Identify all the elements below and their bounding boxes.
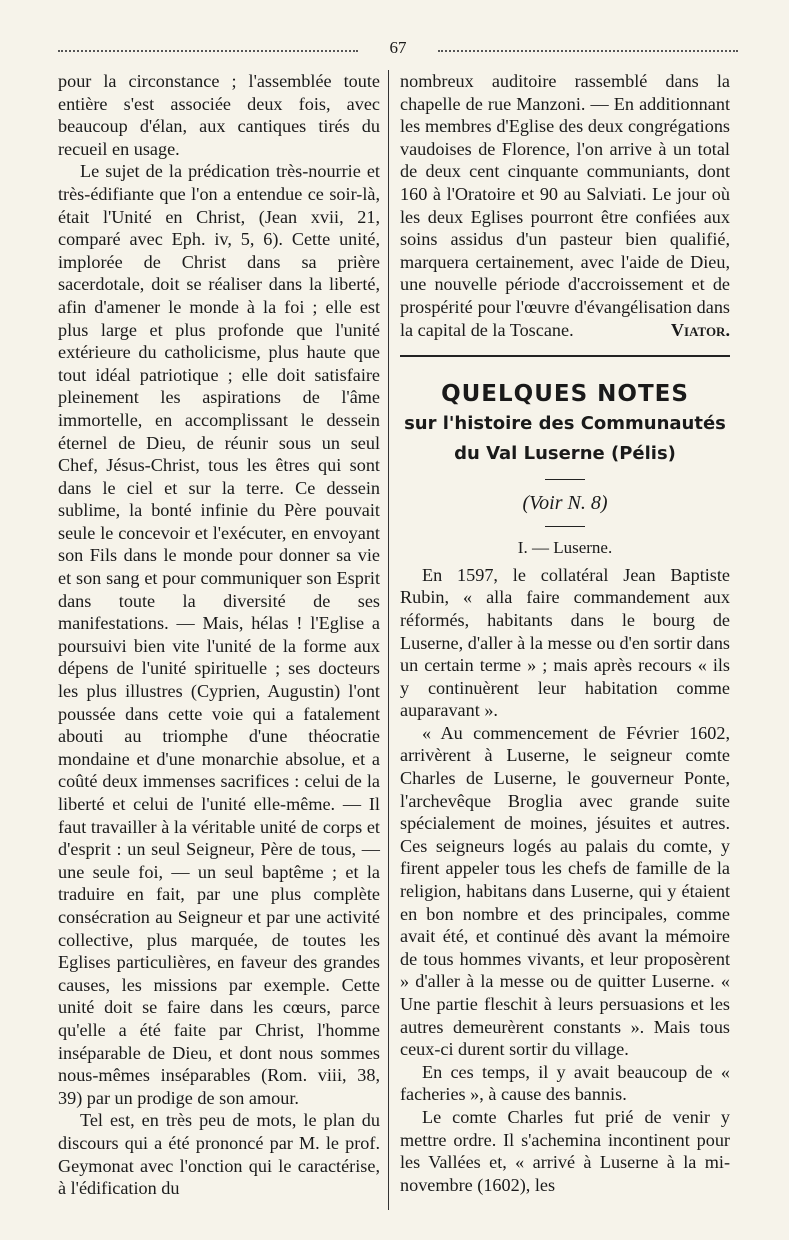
paragraph: pour la circonstance ; l'assemblée toute entière s'est associée deux fois, avec beaucoup d'élan, aux cantiques tirés du recueil en usage. — [58, 71, 380, 159]
paragraph: Tel est, en très peu de mots, le plan du discours qui a été prononcé par M. le prof. Geymonat avec l'onction qui le caractérise, à l'édification du — [58, 1110, 380, 1199]
divider — [545, 526, 585, 527]
section-rule — [400, 355, 730, 357]
section-heading: I. — Luserne. — [517, 538, 613, 558]
header-ornament-right — [438, 50, 738, 52]
page-header — [58, 38, 738, 62]
right-column — [400, 70, 730, 1196]
article-subtitle: sur l'histoire des Communautés — [404, 413, 726, 435]
signature: Viator. — [670, 319, 730, 340]
paragraph: Le comte Charles fut prié de venir y mettre ordre. Il s'achemina incontinent pour les Vallées et, « arrivé à Luserne à la mi-novembre (1602), les — [400, 1106, 730, 1195]
paragraph — [400, 70, 730, 341]
paragraph: En 1597, le collatéral Jean Baptiste Rubin, « alla faire commandement aux réformés, habitants dans le bourg de Luserne, d'aller à la messe ou d'en sortir dans un certain terme » ; mais après recours « ils y continuèrent leur habitation comme auparavant ». — [400, 564, 730, 721]
paragraph: Le sujet de la prédication très-nourrie et très-édifiante que l'on a entendue ce soir-là, était l'Unité en Christ, (Jean xvii, 21, comparé avec Eph. iv, 5, 6). Cette unité, implorée de Christ dans sa prière sacerdotale, doit se réaliser dans la liberté, afin d'amener le monde à la foi ; elle est plus large et plus profonde que l'unité extérieure du catholicisme, plus haute que tout idéal patriotique ; elle doit satisfaire pleinement les aspirations de l'âme immortelle, en accomplissant le dessein éternel de Dieu, de réunir sous un seul Chef, Jésus-Christ, tous les êtres qui sont dans le ciel et sur la terre. Ce dessein sublime, la bonté infinie du Père pouvait seule le concevoir et l'exécuter, en envoyant son Fils dans le monde pour donner sa vie et son sang et pour communiquer son Esprit dans toute la diversité de ses manifestations. — Mais, hélas ! l'Eglise a poursuivi bien vite l'unité de la forme aux dépens de l'unité spirituelle ; ses docteurs les plus illustres (Cyprien, Augustin) l'ont poussée dans cette voie qui a fatalement abouti au triomphe d'une théocratie mondaine et d'une monarchie absolue, et a coûté deux immenses sacrifices : celui de la liberté et celui de l'unité elle-même. — Il faut travailler à la véritable unité de corps et d'esprit : un seul Seigneur, Père de tous, — une seule foi, — un seul baptême ; et la traduire en fait, par une plus complète consécration au Seigneur et par une activité collective, plus marquée, de toutes les Eglises particulières, en faveur des grandes causes, les missions par exemple. Cette unité doit se faire dans les cœurs, parce qu'elle a été faite par Christ, l'homme inséparable de Dieu, et dont nous sommes nous-mêmes inséparables (Rom. viii, 38, 39) par un prodige de son amour. — [58, 161, 380, 1108]
see-note: (Voir N. 8) — [522, 492, 608, 515]
left-column — [58, 70, 380, 1200]
page-number: 67 — [389, 38, 407, 57]
column-divider — [388, 70, 389, 1210]
divider — [545, 479, 585, 480]
article-subtitle: du Val Luserne (Pélis) — [454, 443, 676, 465]
article-title: QUELQUES NOTES — [441, 381, 689, 408]
paragraph-text: nombreux auditoire rassemblé dans la chapelle de rue Manzoni. — En additionnant les membres d'Eglise des deux congrégations vaudoises de Florence, l'on arrive à un total de deux cent cinquante communiants, dont 160 à l'Oratoire et 90 au Salviati. Le jour où les deux Eglises pourront être confiées aux soins assidus d'un pasteur bien qualifié, marquera certainement, avec l'aide de Dieu, une nouvelle période d'accroissement et de prospérité pour l'œuvre d'évangélisation dans la capital de la Toscane. — [400, 71, 730, 340]
paragraph: En ces temps, il y avait beaucoup de « facheries », à cause des bannis. — [400, 1061, 730, 1105]
paragraph: « Au commencement de Février 1602, arrivèrent à Luserne, le seigneur comte Charles de Luserne, le gouverneur Ponte, l'archevêque Broglia avec grande suite spécialement de moines, jésuites et autres. Ces seigneurs logés au palais du comte, y firent appeler tous les chefs de famille de la religion, habitans dans Luserne, qui y étaient en bon nombre et des principales, comme avait été, et continué dès avant la mémoire de tous hommes vivants, et leur proposèrent » d'aller à la messe ou de quitter Luserne. « Une partie fleschit à leurs persuasions et les autres demeurèrent constants ». Mais tous ceux-ci durent sortir du village. — [400, 722, 730, 1060]
